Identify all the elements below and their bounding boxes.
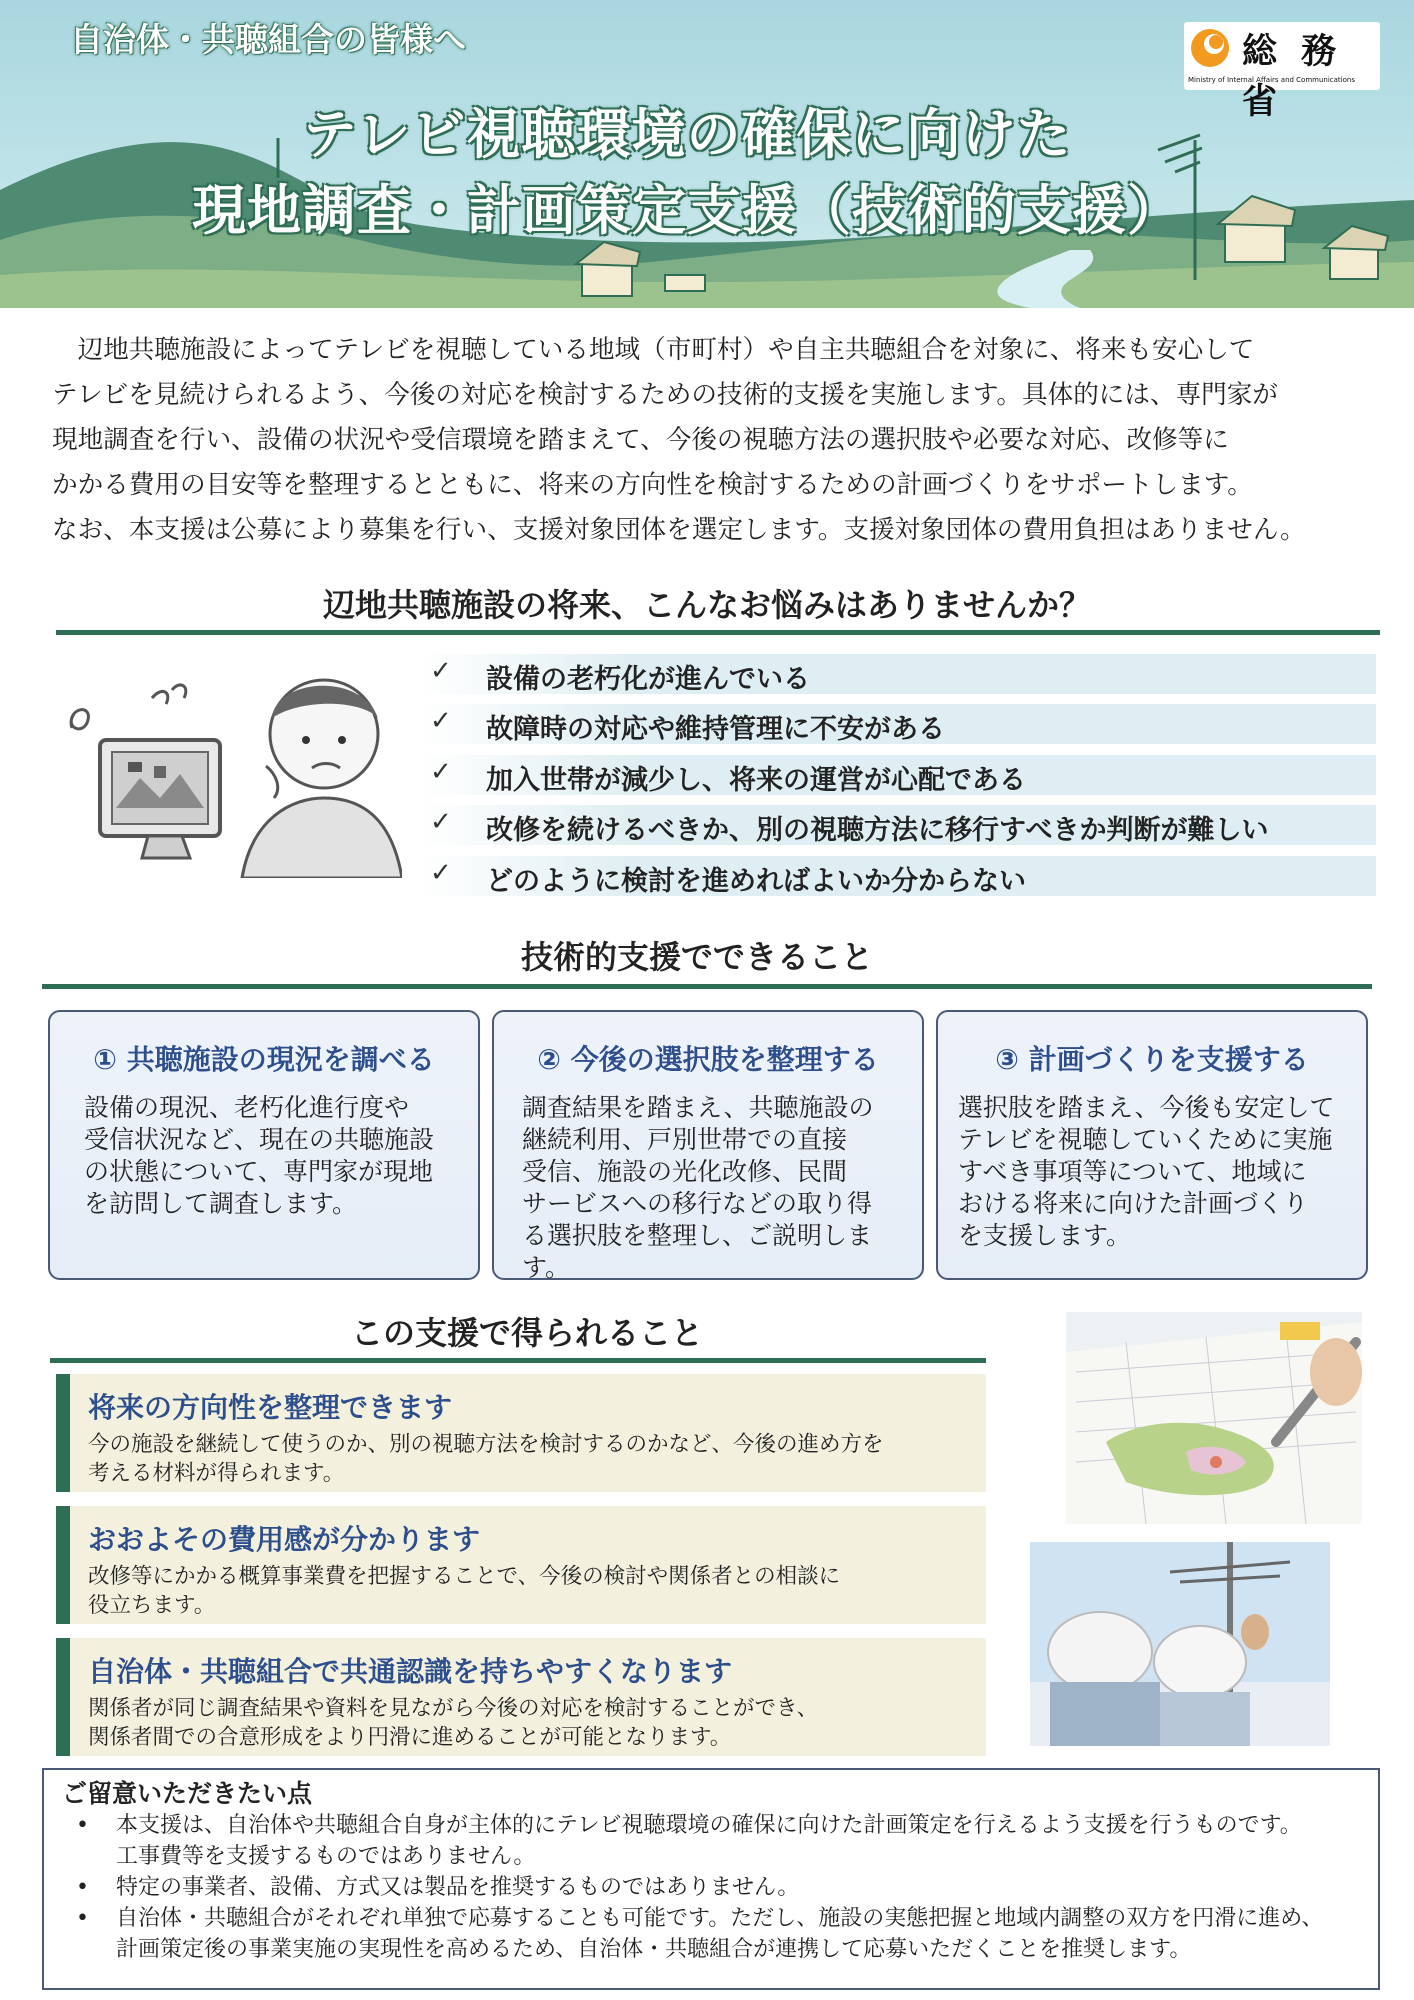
worries-heading-rule	[56, 630, 1380, 635]
intro-line: なお、本支援は公募により募集を行い、支援対象団体を選定します。支援対象団体の費用負担はありません。	[52, 515, 1306, 545]
check-icon: ✓	[430, 858, 452, 888]
worry-item-text: 加入世帯が減少し、将来の運営が心配である	[486, 765, 1026, 796]
worry-item-text: 改修を続けるべきか、別の視聴方法に移行すべきか判断が難しい	[486, 815, 1269, 846]
support-box-body: 設備の現況、老朽化進行度や 受信状況など、現在の共聴施設 の状態について、専門家が現地 を訪問して調査します。	[84, 1093, 435, 1218]
support-box-body: 選択肢を踏まえ、今後も安定して テレビを視聴していくために実施 すべき事項等について、地域に おける将来に向けた計画づくり を支援します。	[958, 1093, 1335, 1250]
support-box-title: ① 共聴施設の現況を調べる	[93, 1043, 435, 1076]
worry-item	[420, 654, 1376, 694]
intro-line: 辺地共聴施設によってテレビを視聴している地域（市町村）や自主共聴組合を対象に、将来も安心して	[52, 335, 1255, 365]
benefit-item-title: おおよその費用感が分かります	[88, 1523, 481, 1556]
benefit-item-title: 将来の方向性を整理できます	[88, 1391, 453, 1424]
benefit-item-body: 改修等にかかる概算事業費を把握することで、今後の検討や関係者との相談に 役立ちます。	[88, 1564, 841, 1618]
map-planning-photo	[1066, 1312, 1362, 1524]
support-box-title: ② 今後の選択肢を整理する	[537, 1043, 879, 1076]
worry-item	[420, 755, 1376, 795]
check-icon: ✓	[430, 807, 452, 837]
worry-item-text: 設備の老朽化が進んでいる	[486, 664, 810, 695]
note-item: • 特定の事業者、設備、方式又は製品を推奨するものではありません。	[72, 1872, 1362, 1903]
worried-person-illustration	[62, 648, 402, 878]
page-title-line2: 現地調査・計画策定支援（技術的支援）	[192, 179, 1182, 242]
notes-heading: ご留意いただきたい点	[62, 1779, 313, 1808]
support-heading-rule	[42, 984, 1372, 989]
worry-item	[420, 856, 1376, 896]
support-box-body: 調査結果を踏まえ、共聴施設の 継続利用、戸別世帯での直接 受信、施設の光化改修、民間 サービスへの移行などの取り得 る選択肢を整理し、ご説明します。	[522, 1093, 874, 1282]
benefit-item-body: 今の施設を継続して使うのか、別の視聴方法を検討するのかなど、今後の進め方を 考える材料が得られます。	[88, 1432, 884, 1486]
ministry-logo	[1184, 22, 1380, 122]
note-item: • 自治体・共聴組合がそれぞれ単独で応募することも可能です。ただし、施設の実態把握と地域内調整の双方を円滑に進め、 計画策定後の事業実施の実現性を高めるため、自治体・共聴組合が連携して応募いただくことを推奨します。	[72, 1903, 1362, 1965]
worry-item-text: どのように検討を進めればよいか分からない	[486, 866, 1026, 897]
intro-line: かかる費用の目安等を整理するとともに、将来の方向性を検討するための計画づくりをサポートします。	[52, 470, 1253, 500]
worry-item	[420, 704, 1376, 744]
notes-list	[72, 1810, 1362, 1965]
worry-item	[420, 805, 1376, 845]
benefit-item-body: 関係者が同じ調査結果や資料を見ながら今後の対応を検討することができ、 関係者間での合意形成をより円滑に進めることが可能となります。	[88, 1696, 819, 1750]
support-box	[492, 1010, 924, 1280]
ministry-logo-en: Ministry of Internal Affairs and Communications	[1188, 76, 1355, 84]
greeting: 自治体・共聴組合の皆様へ	[70, 20, 466, 59]
page-title-line1: テレビ視聴環境の確保に向けた	[302, 103, 1072, 166]
worry-item-text: 故障時の対応や維持管理に不安がある	[486, 714, 945, 745]
benefit-item	[56, 1374, 986, 1492]
support-box	[936, 1010, 1368, 1280]
check-icon: ✓	[430, 706, 452, 736]
check-icon: ✓	[430, 757, 452, 787]
benefits-heading: この支援で得られること	[350, 1314, 703, 1352]
header-banner	[0, 0, 1414, 308]
benefit-item	[56, 1506, 986, 1624]
note-item: • 本支援は、自治体や共聴組合自身が主体的にテレビ視聴環境の確保に向けた計画策定を行えるよう支援を行うものです。 工事費等を支援するものではありません。	[72, 1810, 1362, 1872]
benefit-item-title: 自治体・共聴組合で共通認識を持ちやすくなります	[88, 1655, 733, 1688]
intro-line: 現地調査を行い、設備の状況や受信環境を踏まえて、今後の視聴方法の選択肢や必要な対応、改修等に	[52, 425, 1229, 455]
benefits-heading-rule	[50, 1358, 986, 1363]
intro-text	[52, 328, 1382, 553]
benefit-item	[56, 1638, 986, 1756]
check-icon: ✓	[430, 656, 452, 686]
notes-box	[42, 1768, 1380, 1990]
ministry-logo-name: 総 務 省	[1242, 32, 1343, 122]
support-box	[48, 1010, 480, 1280]
ministry-logo-mark-icon	[1190, 28, 1230, 68]
intro-line: テレビを見続けられるよう、今後の対応を検討するための技術的支援を実施します。具体的には、専門家が	[52, 380, 1278, 410]
worries-heading: 辺地共聴施設の将来、こんなお悩みはありませんか？	[322, 586, 1091, 624]
support-box-title: ③ 計画づくりを支援する	[995, 1043, 1309, 1076]
antenna-workers-photo	[1030, 1542, 1330, 1746]
support-heading: 技術的支援でできること	[520, 938, 873, 976]
